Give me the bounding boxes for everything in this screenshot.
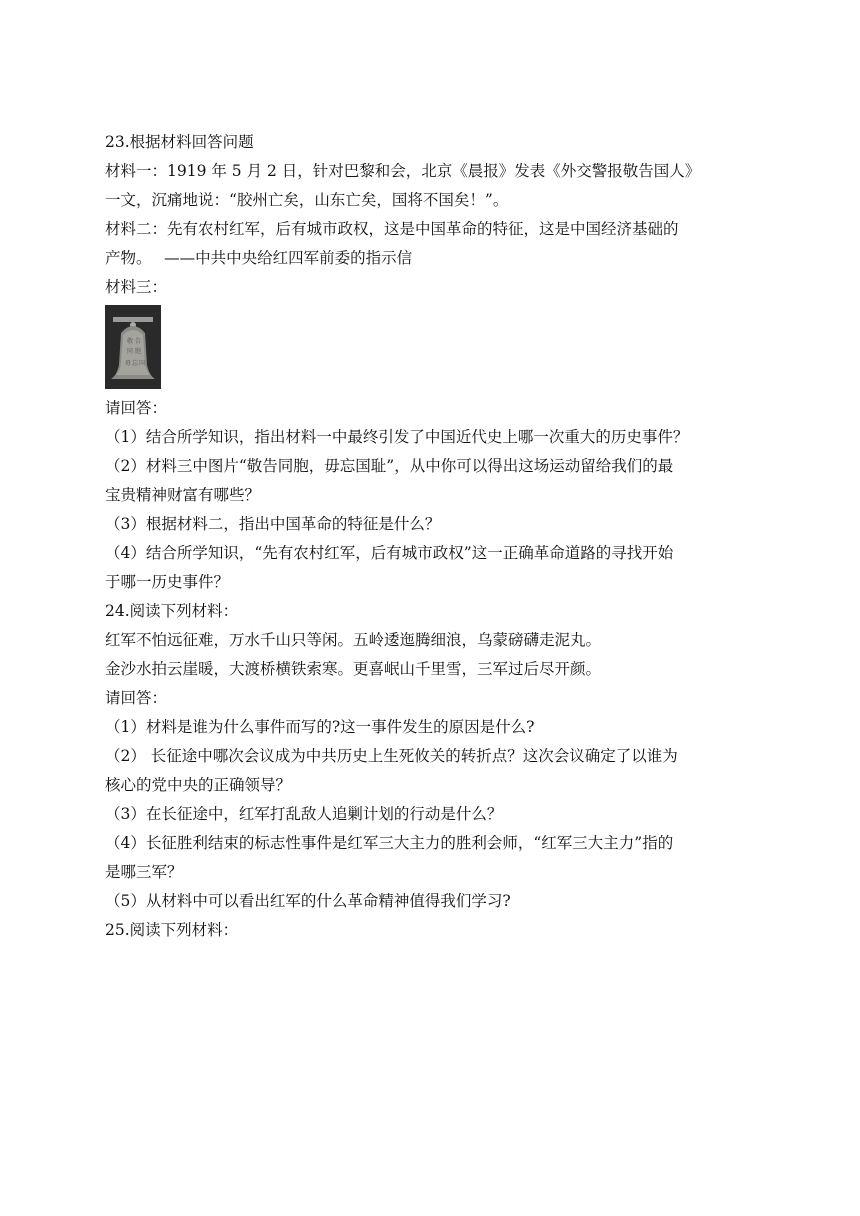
svg-text:忘: 忘 bbox=[132, 360, 139, 367]
q23-answer-prompt: 请回答： bbox=[105, 399, 168, 417]
q23-material-1-line-2: 一文，沉痛地说：“胶州亡矣，山东亡矣，国将不国矣！”。 bbox=[105, 191, 509, 209]
q23-question-4-line-1: （4）结合所学知识，“先有农村红军，后有城市政权”这一正确革命道路的寻找开始 bbox=[105, 544, 674, 562]
q23-question-3: （3）根据材料二，指出中国革命的特征是什么？ bbox=[105, 515, 441, 533]
svg-text:告: 告 bbox=[135, 338, 142, 345]
q24-question-2-line-2: 核心的党中央的正确领导？ bbox=[105, 776, 292, 794]
svg-text:同: 同 bbox=[127, 348, 134, 355]
q24-question-2-line-1: （2） 长征途中哪次会议成为中共历史上生死攸关的转折点？这次会议确定了以谁为 bbox=[105, 747, 678, 765]
svg-text:胞: 胞 bbox=[135, 348, 142, 355]
q24-question-5: （5）从材料中可以看出红军的什么革命精神值得我们学习? bbox=[105, 892, 511, 910]
q24-poem-line-1: 红军不怕远征难，万水千山只等闲。五岭逶迤腾细浪，乌蒙磅礴走泥丸。 bbox=[105, 631, 602, 649]
bell-badge-image bbox=[105, 305, 161, 389]
q25-title: 25.阅读下列材料： bbox=[105, 921, 239, 939]
q23-material-1-line-1: 材料一：1919 年 5 月 2 日，针对巴黎和会，北京《晨报》发表《外交警报敬告国人》 bbox=[105, 162, 701, 180]
q24-question-1: （1）材料是谁为什么事件而写的?这一事件发生的原因是什么? bbox=[105, 718, 535, 736]
svg-text:敬: 敬 bbox=[127, 338, 134, 345]
q24-question-4-line-2: 是哪三军？ bbox=[105, 863, 183, 881]
q24-answer-prompt: 请回答： bbox=[105, 689, 168, 707]
document-page bbox=[105, 128, 760, 945]
q23-question-4-line-2: 于哪一历史事件？ bbox=[105, 573, 230, 591]
q23-question-2-line-1: （2）材料三中图片“敬告同胞，毋忘国耻”，从中你可以得出这场运动留给我们的最 bbox=[105, 457, 674, 475]
q24-title: 24.阅读下列材料： bbox=[105, 602, 239, 620]
q24-question-4-line-1: （4）长征胜利结束的标志性事件是红军三大主力的胜利会师，“红军三大主力”指的 bbox=[105, 834, 674, 852]
q23-material-3-label: 材料三： bbox=[105, 278, 168, 296]
q23-question-2-line-2: 宝贵精神财富有哪些？ bbox=[105, 486, 261, 504]
bell-badge-icon bbox=[105, 305, 161, 389]
svg-text:毋: 毋 bbox=[125, 360, 132, 367]
q23-title: 23.根据材料回答问题 bbox=[105, 133, 254, 151]
q24-question-3: （3）在长征途中，红军打乱敌人追剿计划的行动是什么？ bbox=[105, 805, 503, 823]
q23-material-2-line-1: 材料二：先有农村红军，后有城市政权，这是中国革命的特征，这是中国经济基础的 bbox=[105, 220, 679, 238]
svg-text:国: 国 bbox=[139, 360, 146, 367]
q23-material-2-line-2: 产物。 ——中共中央给红四军前委的指示信 bbox=[105, 249, 413, 267]
q23-question-1: （1）结合所学知识，指出材料一中最终引发了中国近代史上哪一次重大的历史事件？ bbox=[105, 428, 689, 446]
q24-poem-line-2: 金沙水拍云崖暖，大渡桥横铁索寒。更喜岷山千里雪，三军过后尽开颜。 bbox=[105, 660, 602, 678]
